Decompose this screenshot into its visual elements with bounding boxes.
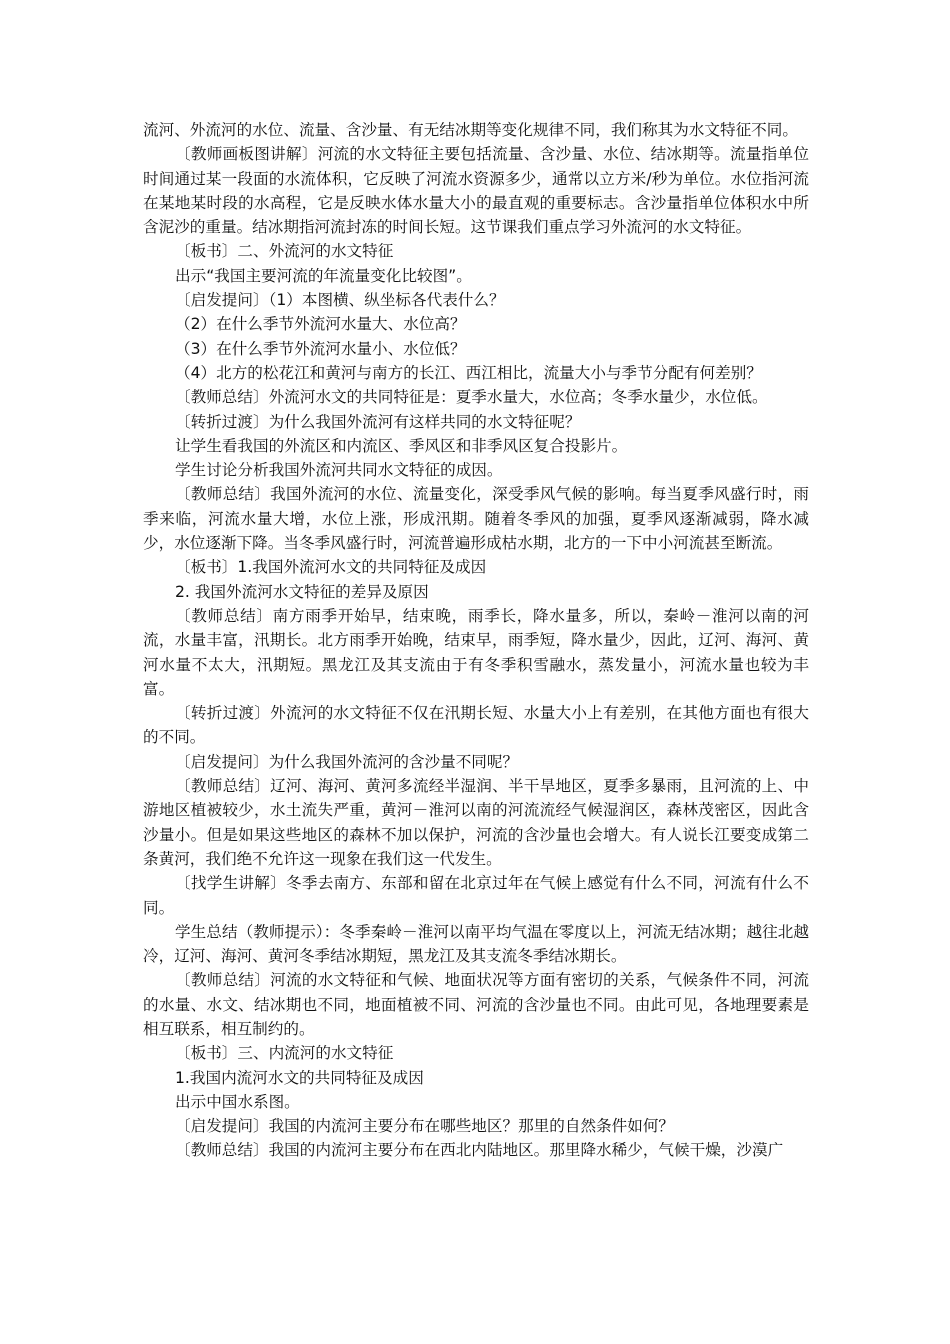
paragraph-7: （3）在什么季节外流河水量小、水位低？ — [175, 339, 466, 358]
paragraph-8: （4）北方的松花江和黄河与南方的长江、西江相比，流量大小与季节分配有何差别？ — [175, 363, 762, 382]
paragraph-1: 流河、外流河的水位、流量、含沙量、有无结冰期等变化规律不同，我们称其为水文特征不同。 — [143, 121, 798, 139]
paragraph-14: 〔板书〕1.我国外流河水文的共同特征及成因 — [175, 558, 487, 577]
paragraph-4: 出示“我国主要河流的年流量变化比较图”。 — [175, 266, 472, 285]
paragraph-26: 〔启发提问〕我国的内流河主要分布在哪些地区？那里的自然条件如何？ — [175, 1117, 675, 1136]
paragraph-15: 2. 我国外流河水文特征的差异及原因 — [175, 582, 429, 601]
paragraph-16: 〔教师总结〕南方雨季开始早，结束晚，雨季长，降水量多，所以，秦岭－淮河以南的河流，水量丰富，汛期长。北方雨季开始晚，结束早，雨季短，降水量少，因此，辽河、海河、黄河水量不太大，汛期短。黑龙江及其支流由于有冬季积雪融水，蒸发量小，河流水量也较为丰富。 — [143, 606, 809, 698]
paragraph-24: 1.我国内流河水文的共同特征及成因 — [175, 1068, 424, 1087]
paragraph-12: 学生讨论分析我国外流河共同水文特征的成因。 — [175, 461, 503, 480]
paragraph-17: 〔转折过渡〕外流河的水文特征不仅在汛期长短、水量大小上有差别，在其他方面也有很大的不同。 — [143, 704, 809, 747]
paragraph-9: 〔教师总结〕外流河水文的共同特征是：夏季水量大，水位高；冬季水量少，水位低。 — [175, 388, 768, 407]
paragraph-3: 〔板书〕二、外流河的水文特征 — [175, 242, 394, 261]
paragraph-20: 〔找学生讲解〕冬季去南方、东部和留在北京过年在气候上感觉有什么不同，河流有什么不同。 — [143, 874, 809, 917]
paragraph-5: 〔启发提问〕（1）本图横、纵坐标各代表什么？ — [175, 291, 505, 310]
paragraph-2: 〔教师画板图讲解〕河流的水文特征主要包括流量、含沙量、水位、结冰期等。流量指单位时间通过某一段面的水流体积，它反映了河流水资源多少，通常以立方米/秒为单位。水位指河流在某地某时段的水高程，它是反映水体水量大小的最直观的重要标志。含沙量指单位体积水中所含泥沙的重量。结冰期指河流封冻的时间长短。这节课我们重点学习外流河的水文特征。 — [143, 145, 809, 237]
document-body — [143, 118, 809, 1163]
paragraph-25: 出示中国水系图。 — [175, 1092, 300, 1111]
paragraph-6: （2）在什么季节外流河水量大、水位高？ — [175, 315, 466, 334]
paragraph-23: 〔板书〕三、内流河的水文特征 — [175, 1044, 394, 1063]
paragraph-21: 学生总结（教师提示）：冬季秦岭－淮河以南平均气温在零度以上，河流无结冰期；越往北越冷，辽河、海河、黄河冬季结冰期短，黑龙江及其支流冬季结冰期长。 — [143, 922, 809, 966]
paragraph-27: 〔教师总结〕我国的内流河主要分布在西北内陆地区。那里降水稀少，气候干燥，沙漠广 — [175, 1141, 784, 1160]
paragraph-19: 〔教师总结〕辽河、海河、黄河多流经半湿润、半干旱地区，夏季多暴雨，且河流的上、中游地区植被较少，水土流失严重，黄河－淮河以南的河流流经气候湿润区，森林茂密区，因此含沙量小。但是如果这些地区的森林不加以保护，河流的含沙量也会增大。有人说长江要变成第二条黄河，我们绝不允许这一现象在我们这一代发生。 — [143, 777, 809, 868]
paragraph-11: 让学生看我国的外流区和内流区、季风区和非季风区复合投影片。 — [175, 436, 628, 455]
paragraph-13: 〔教师总结〕我国外流河的水位、流量变化，深受季风气候的影响。每当夏季风盛行时，雨季来临，河流水量大增，水位上涨，形成汛期。随着冬季风的加强，夏季风逐渐减弱，降水减少，水位逐渐下降。当冬季风盛行时，河流普遍形成枯水期，北方的一下中小河流甚至断流。 — [143, 485, 809, 553]
paragraph-18: 〔启发提问〕为什么我国外流河的含沙量不同呢？ — [175, 752, 519, 771]
paragraph-10: 〔转折过渡〕为什么我国外流河有这样共同的水文特征呢？ — [175, 412, 581, 431]
paragraph-22: 〔教师总结〕河流的水文特征和气候、地面状况等方面有密切的关系，气候条件不同，河流的水量、水文、结冰期也不同，地面植被不同、河流的含沙量也不同。由此可见，各地理要素是相互联系，相互制约的。 — [143, 971, 809, 1038]
